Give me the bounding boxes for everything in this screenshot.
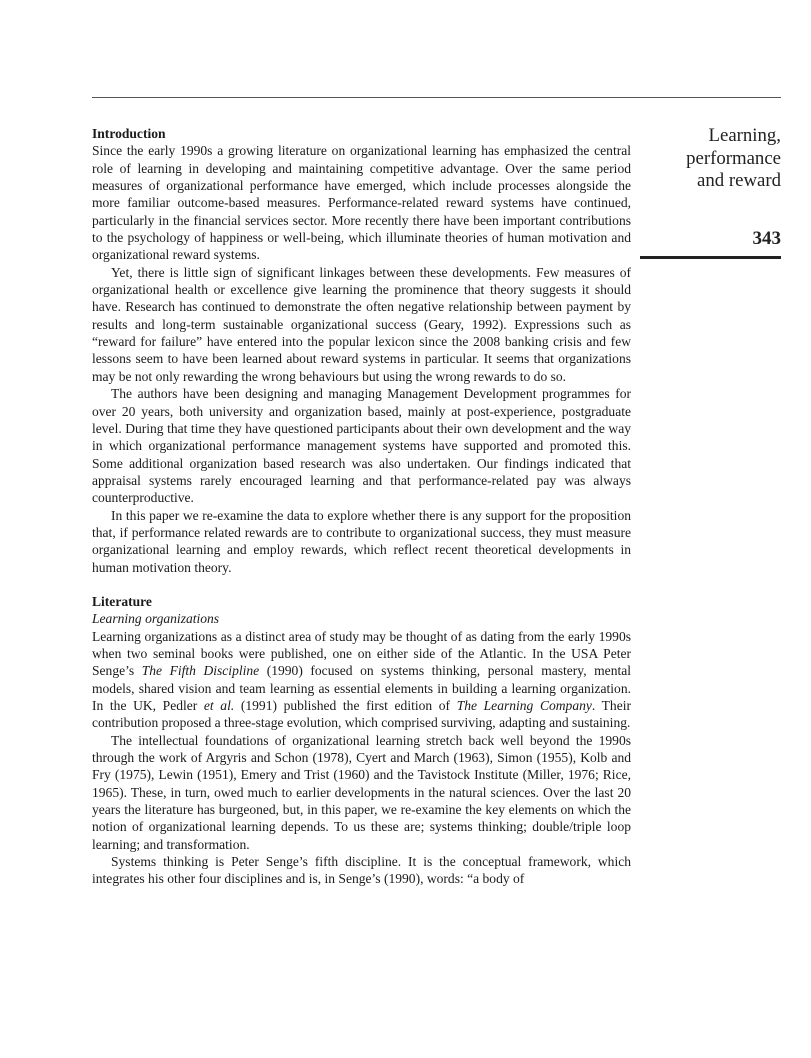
running-title: [621, 125, 781, 193]
paragraph: The authors have been designing and managing Management Development programmes for over 20 years, both university and organization based, mainly at post-experience, postgraduate level. During that time they have questioned participants about their own development and the way in which organizational performance management systems have supported and promoted this. Some additional organization based research was also undertaken. Our findings indicated that appraisal systems rarely encouraged learning and that performance-related pay was always counterproductive.: [92, 386, 631, 506]
section-heading-literature: Literature: [92, 593, 152, 609]
section-heading-introduction: Introduction: [92, 126, 166, 141]
paragraph: [92, 628, 631, 732]
et-al: et al.: [203, 698, 235, 713]
text-run: . Their contribution proposed a three-stage evolution, which comprised surviving, adapting and sustaining.: [92, 698, 631, 731]
running-title-line-2: performance: [686, 147, 781, 169]
subsection-heading: Learning organizations: [92, 611, 220, 627]
text-run: (1991) published the first edition of: [234, 698, 457, 713]
paragraph: Yet, there is little sign of significant linkages between these developments. Few measures of organizational health or excellence give learning the prominence that theory suggests it should have. Research has continued to demonstrate the often negative relationship between payment by results and long-term sustainable organizational success (Geary, 1992). Expressions such as “reward for failure” have entered into the popular lexicon since the 2008 banking crisis and few lessons seem to have been learned about reward systems in particular. It seems that organizations may be not only rewarding the wrong behaviours but using the wrong rewards to do so.: [92, 264, 631, 384]
book-title: The Learning Company: [456, 698, 592, 713]
book-title: The Fifth Discipline: [141, 663, 260, 679]
paragraph: Since the early 1990s a growing literature on organizational learning has emphasized the central role of learning in developing and maintaining competitive advantage. Over the same period measures of organizational performance have emerged, which include processes alongside the more familiar outcome-based measures. Performance-related reward systems have continued, particularly in the financial services sector. More recently there have been important contributions to the psychology of happiness or well-being, which illuminate theories of human motivation and organizational reward systems.: [92, 143, 631, 263]
running-title-line-1: Learning,: [708, 125, 781, 146]
page-number: 343: [752, 228, 781, 249]
header-rule: [92, 97, 781, 98]
paragraph: The intellectual foundations of organizational learning stretch back well beyond the 1990s through the work of Argyris and Schon (1978), Cyert and March (1963), Simon (1955), Kolb and Fry (1975), Lewin (1951), Emery and Trist (1960) and the Tavistock Institute (Miller, 1976; Rice, 1965). These, in turn, owed much to earlier developments in the natural sciences. Over the last 20 years the literature has burgeoned, but, in this paper, we re-examine the key elements on which the notion of organizational learning depends. To us these are; systems thinking; double/triple loop learning; and transformation.: [92, 732, 631, 852]
article-body: [92, 125, 631, 888]
section-gap: [92, 576, 631, 593]
text-run: (1990) focused on systems thinking, personal mastery, mental models, shared vision and team learning as essential elements in building a learning organization. In the UK, Pedler: [92, 663, 632, 713]
text-run: Learning organizations as a distinct area of study may be thought of as dating from the early 1990s when two seminal books were published, one on either side of the Atlantic. In the USA Peter Senge’s: [92, 628, 631, 679]
paragraph: In this paper we re-examine the data to explore whether there is any support for the proposition that, if performance related rewards are to contribute to organizational success, they must measure organizational learning and employ rewards, which reflect recent theoretical developments in human motivation theory.: [92, 507, 631, 575]
page-number-rule: [640, 256, 781, 259]
paragraph: Systems thinking is Peter Senge’s fifth discipline. It is the conceptual framework, which integrates his other four disciplines and is, in Senge’s (1990), words: “a body of: [92, 854, 631, 887]
running-title-line-3: and reward: [697, 170, 781, 191]
